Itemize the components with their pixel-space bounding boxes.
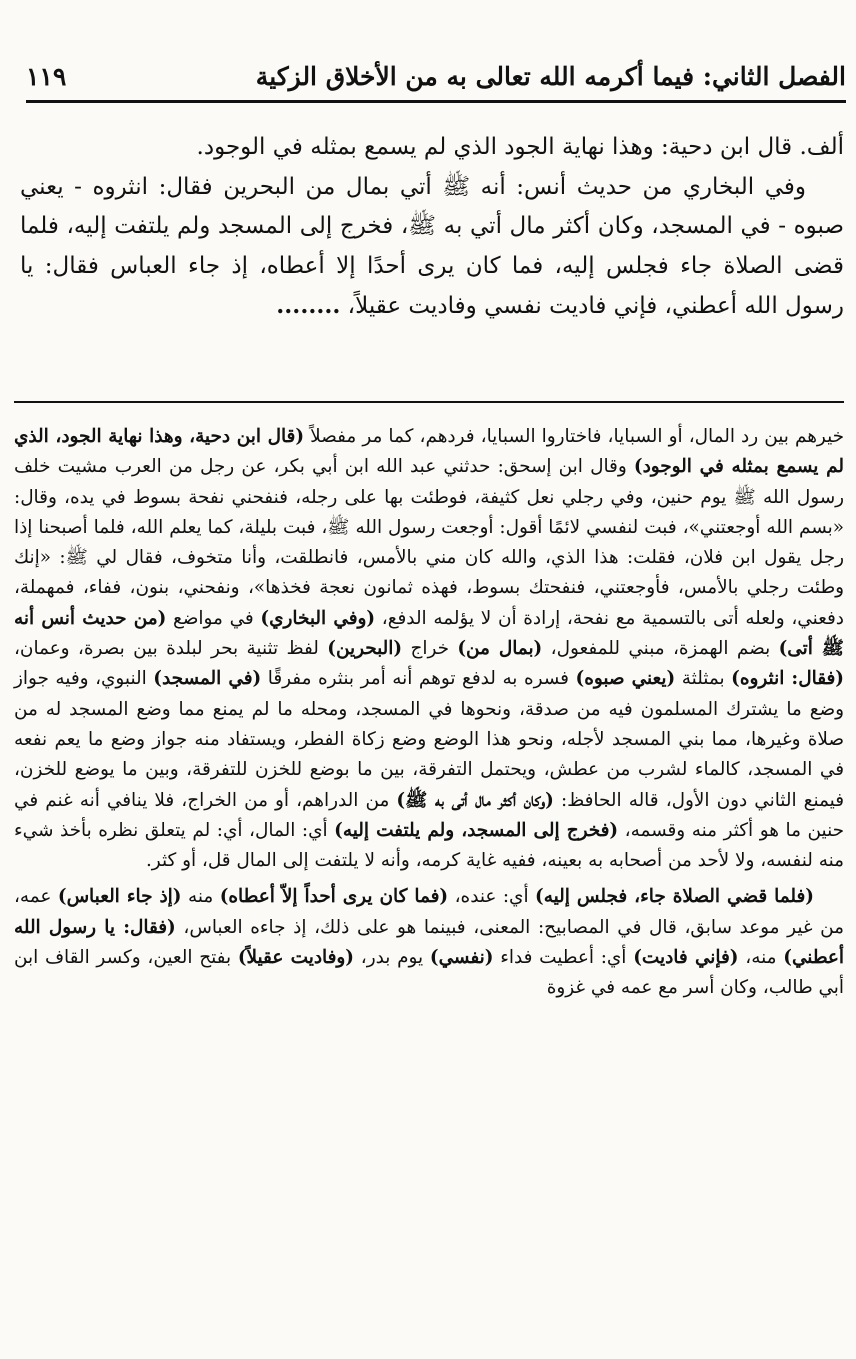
quoted-matn-phrase: (فإني فاديت) <box>633 947 739 969</box>
quoted-matn-phrase: (فقال: انثروه) <box>731 668 844 690</box>
header-rule <box>26 100 846 103</box>
ellipsis-dots: ........ <box>276 292 341 319</box>
quoted-matn-phrase: (فخرج إلى المسجد، ولم يلتفت إليه) <box>334 819 619 841</box>
quoted-matn-phrase: (فقال: يا رسول الله أعطني) <box>14 916 844 969</box>
commentary-run: فسره به لدفع توهم أنه أمر بنثره مفرقًا <box>261 668 576 690</box>
commentary-run: أي: أعطيت فداء <box>493 947 634 969</box>
commentary-run: بفتح العين، وكسر القاف ابن أبي طالب، وكان أسر مع عمه في غزوة <box>14 947 844 999</box>
quoted-matn-phrase: (من حديث أنس أنه ﷺ أتى) <box>14 607 844 660</box>
quoted-matn-phrase: (بمال من) <box>457 638 543 660</box>
commentary-run: في مواضع <box>166 607 261 629</box>
commentary-run: يوم بدر، <box>354 947 430 969</box>
page-number: ١١٩ <box>26 61 67 91</box>
commentary-run: لفظ تثنية بحر لبلدة بين بصرة، وعمان، <box>14 638 328 660</box>
commentary-run: من الدراهم، أو من الخراج، فلا ينافي أنه غنم في حنين ما هو أكثر منه وقسمه، <box>14 789 844 841</box>
commentary-paragraph-2 <box>14 882 844 1003</box>
page-header <box>26 52 846 100</box>
commentary-run: خراج <box>402 638 458 660</box>
quoted-matn-phrase: (فما كان يرى أحداً إلاّ أعطاه) <box>219 886 449 908</box>
quoted-matn-phrase: (قال ابن دحية، وهذا نهاية الجود، الذي لم يسمع بمثله في الوجود) <box>14 426 844 478</box>
quoted-matn-phrase: (في المسجد) <box>153 668 262 690</box>
quoted-matn-phrase: (وكان أكثر مال أتى به ﷺ) <box>396 789 554 811</box>
commentary-run: بمثلثة <box>675 668 732 690</box>
running-title: الفصل الثاني: فيما أكرمه الله تعالى به من الأخلاق الزكية <box>255 61 846 91</box>
quoted-matn-phrase: (يعني صبوه) <box>575 668 676 690</box>
commentary-run: وقال ابن إسحق: حدثني عبد الله ابن أبي بكر، عن رجل من العرب مشيت خلف رسول الله ﷺ يوم حنين، وفي رجلي نعل كثيفة، فوطئت بها على رجله، فنفحني نفحة بسوط في يده، وقال: «بسم الله أوجعتني»، فبت لنفسي لائمًا أقول: أوجعت رسول الله ﷺ، فبت بليلة، كما يعلم الله، فلما أصبحنا إذا رجل يقول ابن فلان، فقلت: هذا الذي، والله كان مني بالأمس، فانطلقت، وأنا متخوف، فقال لي ﷺ: «إنك وطئت رجلي بالأمس، فأوجعتني، فنفحتك بسوط، فهذه ثمانون نعجة فخذها»، ونفحني، بنون، ففاء، فمهملة، دفعني، ولعله أتى بالتسمية مع نفحة، إرادة أن لا يؤلمه الدفع، <box>14 456 844 629</box>
quoted-matn-phrase: (نفسي) <box>429 947 494 969</box>
commentary-run: عمه، من غير موعد سابق، قال في المصابيح: المعنى، فبينما هو على ذلك، إذ جاءه العباس، <box>14 886 844 938</box>
commentary-run: أي: عنده، <box>448 886 536 908</box>
quoted-matn-phrase: (وفاديت عقيلاً) <box>237 947 354 969</box>
commentary-run: بضم الهمزة، مبني للمفعول، <box>542 638 779 660</box>
section-divider <box>14 401 844 403</box>
commentary-run: أي: المال، أي: لم يتعلق نظره بأخذ شيء منه لنفسه، ولا لأحد من أصحابه به بعينه، ففيه غاية كرمه، وأنه لا يلتفت إلى المال قل، أو كثر. <box>14 819 844 872</box>
commentary-run: منه <box>181 886 220 908</box>
main-text-paragraph-2 <box>20 168 844 327</box>
commentary-run: النبوي، وفيه جواز وضع ما يشترك المسلمون فيه من صدقة، ونحوها في المسجد، ومحله ما لم يمنع مما وضع المسجد له من صلاة وغيرها، مما بني المسجد لأجله، ونحو هذا الوضع وضع زكاة الفطر، ويستفاد منه جواز وضع ما يعم نفعه في المسجد، كالماء لشرب من عطش، ويحتمل التفرقة، بين ما بوضع للخزن للتفرقة، وبين ما يوضع للخزن، فيمنع الثاني دون الأول، قاله الحافظ: <box>14 668 844 811</box>
commentary-text <box>14 422 844 1004</box>
commentary-run: منه، <box>738 947 784 969</box>
main-text-paragraph-1: ألف. قال ابن دحية: وهذا نهاية الجود الذي لم يسمع بمثله في الوجود. <box>196 134 844 160</box>
quoted-matn-phrase: (البحرين) <box>327 638 403 660</box>
main-text-paragraph-2-body: وفي البخاري من حديث أنس: أنه ﷺ أتي بمال من البحرين فقال: انثروه - يعني صبوه - في المسجد، وكان أكثر مال أتي به ﷺ، فخرج إلى المسجد ولم يلتفت إليه، فلما قضى الصلاة جاء فجلس إليه، فما كان يرى أحدًا إلا أعطاه، إذ جاء العباس فقال: يا رسول الله أعطني، فإني فاديت نفسي وفاديت عقيلاً، <box>20 173 844 319</box>
main-text <box>20 128 844 327</box>
quoted-matn-phrase: (فلما قضي الصلاة جاء، فجلس إليه) <box>535 886 814 908</box>
quoted-matn-phrase: (إذ جاء العباس) <box>57 886 182 908</box>
commentary-run: خيرهم بين رد المال، أو السبايا، فاختاروا السبايا، فردهم، كما مر مفصلاً <box>304 426 844 447</box>
quoted-matn-phrase: (وفي البخاري) <box>260 607 376 629</box>
commentary-paragraph-1 <box>14 422 844 876</box>
